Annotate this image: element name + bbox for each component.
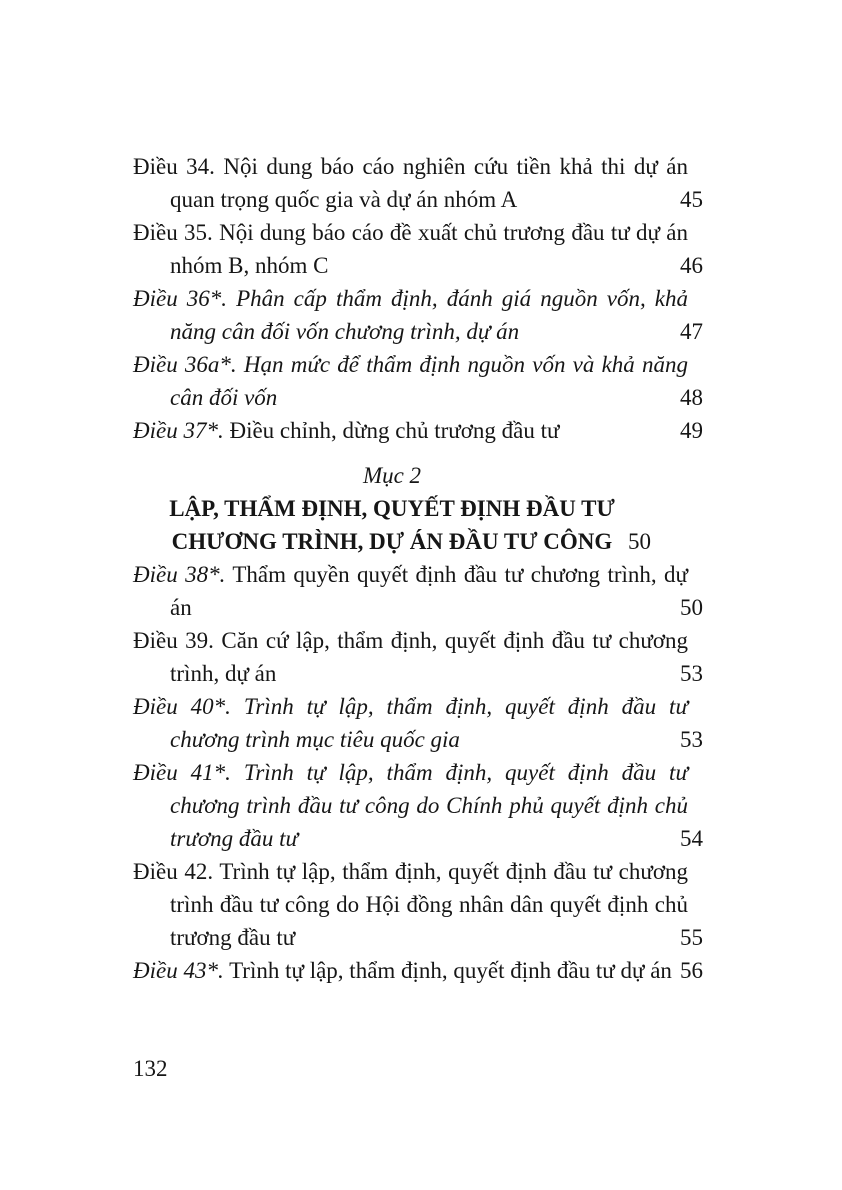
article-title: Trình tự lập, thẩm định, quyết định đầu tư chương trình đầu tư công do Chính phủ quyết định chủ trương đầu tư bbox=[170, 760, 688, 851]
section-title-line-1: LẬP, THẨM ĐỊNH, QUYẾT ĐỊNH ĐẦU TƯ bbox=[169, 496, 615, 521]
toc-entry-text bbox=[133, 690, 688, 756]
toc-entry-text bbox=[133, 414, 688, 447]
article-label: Điều 39. bbox=[133, 628, 214, 653]
page-ref: 49 bbox=[680, 418, 703, 443]
article-title: Hạn mức để thẩm định nguồn vốn và khả năng cân đối vốn bbox=[170, 352, 688, 410]
toc-entry-text bbox=[133, 150, 688, 216]
article-label: Điều 38*. bbox=[133, 562, 226, 587]
toc-entry bbox=[133, 282, 703, 348]
toc-entry-text bbox=[133, 855, 688, 954]
toc-entry bbox=[133, 216, 703, 282]
article-label: Điều 36*. bbox=[133, 286, 228, 311]
toc-entry bbox=[133, 348, 703, 414]
page-ref: 55 bbox=[680, 925, 703, 950]
article-title: Phân cấp thẩm định, đánh giá nguồn vốn, khả năng cân đối vốn chương trình, dự án bbox=[170, 286, 688, 344]
toc-page bbox=[133, 150, 703, 987]
toc-entry-text bbox=[133, 954, 688, 987]
article-title: Điều chỉnh, dừng chủ trương đầu tư bbox=[229, 418, 560, 443]
toc-entry bbox=[133, 558, 703, 624]
toc-entry bbox=[133, 690, 703, 756]
toc-entry bbox=[133, 414, 703, 447]
article-title: Trình tự lập, thẩm định, quyết định đầu tư dự án bbox=[229, 958, 672, 983]
toc-entry-text bbox=[133, 216, 688, 282]
article-title: Căn cứ lập, thẩm định, quyết định đầu tư chương trình, dự án bbox=[170, 628, 689, 686]
toc-entry bbox=[133, 855, 703, 954]
article-title: Nội dung báo cáo nghiên cứu tiền khả thi dự án quan trọng quốc gia và dự án nhóm A bbox=[170, 154, 688, 212]
toc-entry-text bbox=[133, 282, 688, 348]
section-heading bbox=[133, 459, 651, 558]
article-label: Điều 35. bbox=[133, 220, 213, 245]
page-ref: 47 bbox=[680, 319, 703, 344]
page-ref: 45 bbox=[680, 187, 703, 212]
article-label: Điều 36a*. bbox=[133, 352, 237, 377]
toc-entry-text bbox=[133, 558, 688, 624]
toc-entry bbox=[133, 954, 703, 987]
page-ref: 50 bbox=[628, 529, 651, 554]
article-title: Trình tự lập, thẩm định, quyết định đầu tư chương trình đầu tư công do Hội đồng nhân dân quyết định chủ trương đầu tư bbox=[170, 859, 688, 950]
section-title-line-2: CHƯƠNG TRÌNH, DỰ ÁN ĐẦU TƯ CÔNG bbox=[171, 529, 613, 554]
page-ref: 48 bbox=[680, 385, 703, 410]
article-label: Điều 37*. bbox=[133, 418, 224, 443]
article-title: Trình tự lập, thẩm định, quyết định đầu tư chương trình mục tiêu quốc gia bbox=[170, 694, 688, 752]
page-ref: 54 bbox=[680, 826, 703, 851]
toc-list bbox=[133, 150, 703, 987]
toc-entry bbox=[133, 150, 703, 216]
toc-entry-text bbox=[133, 756, 688, 855]
article-label: Điều 43*. bbox=[133, 958, 224, 983]
page-ref: 53 bbox=[680, 727, 703, 752]
toc-entry bbox=[133, 756, 703, 855]
folio-page-number: 132 bbox=[133, 1056, 168, 1081]
toc-entry-text bbox=[133, 624, 688, 690]
page-ref: 46 bbox=[680, 253, 703, 278]
article-label: Điều 34. bbox=[133, 154, 215, 179]
page-ref: 50 bbox=[680, 595, 703, 620]
article-title: Nội dung báo cáo đề xuất chủ trương đầu tư dự án nhóm B, nhóm C bbox=[170, 220, 688, 278]
article-label: Điều 40*. bbox=[133, 694, 231, 719]
article-title: Thẩm quyền quyết định đầu tư chương trình, dự án bbox=[170, 562, 689, 620]
article-label: Điều 41*. bbox=[133, 760, 231, 785]
section-kicker: Mục 2 bbox=[362, 463, 422, 488]
article-label: Điều 42. bbox=[133, 859, 214, 884]
toc-entry-text bbox=[133, 348, 688, 414]
toc-entry bbox=[133, 624, 703, 690]
page-ref: 56 bbox=[680, 958, 703, 983]
page-ref: 53 bbox=[680, 661, 703, 686]
